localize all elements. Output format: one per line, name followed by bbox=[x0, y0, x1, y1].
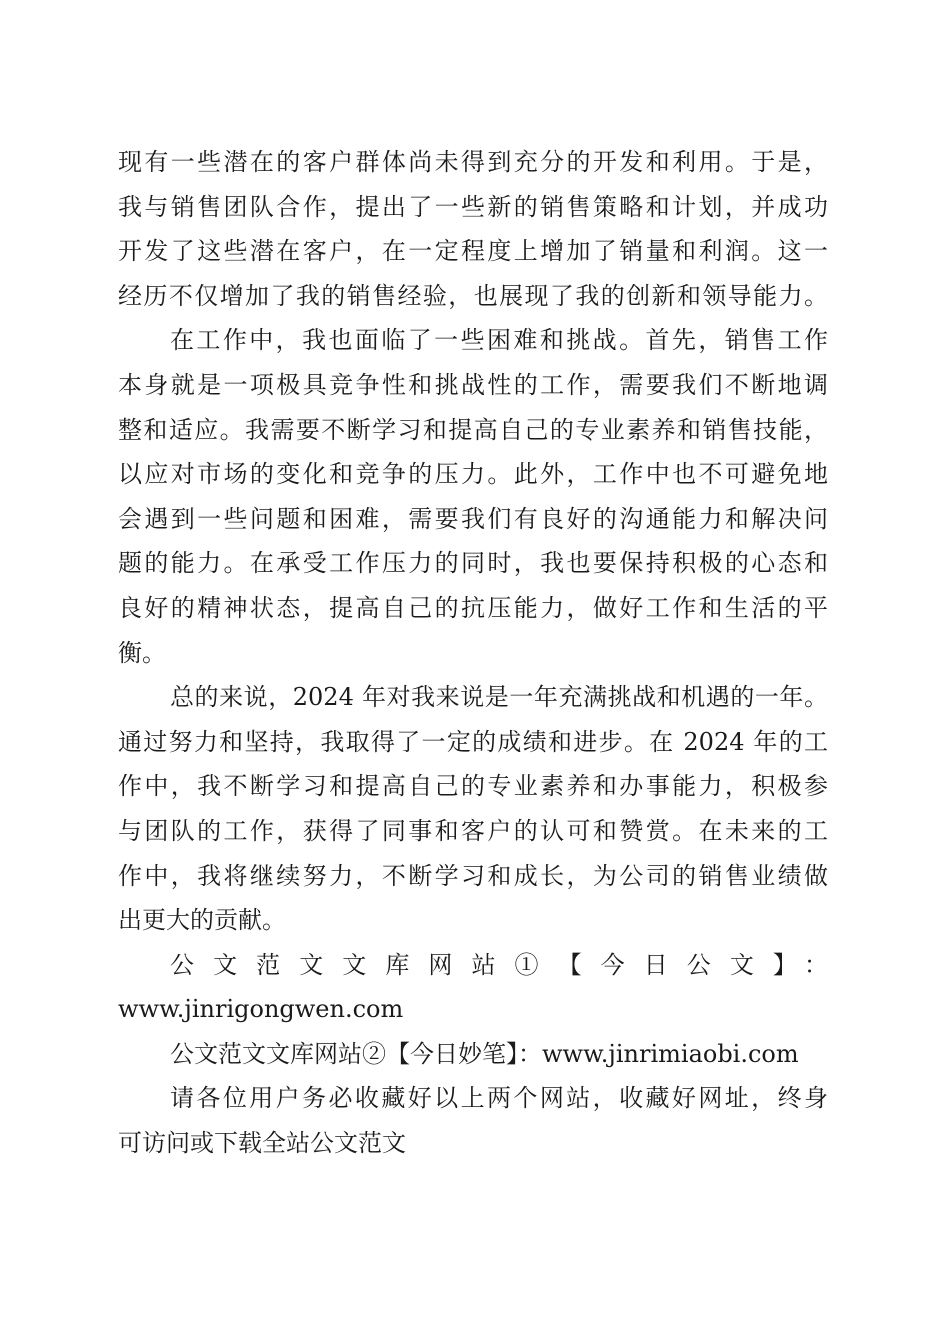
paragraph-1-line-4: 经历不仅增加了我的销售经验，也展现了我的创新和领导能力。 bbox=[118, 281, 828, 310]
paragraph-3-line-2: 通过努力和坚持，我取得了一定的成绩和进步。在 2024 年的工 bbox=[118, 727, 828, 756]
notice-line-1: 请各位用户务必收藏好以上两个网站，收藏好网址，终身 bbox=[170, 1084, 828, 1113]
paragraph-2-line-3: 整和适应。我需要不断学习和提高自己的专业素养和销售技能， bbox=[118, 415, 828, 444]
paragraph-1-line-3: 开发了这些潜在客户，在一定程度上增加了销量和利润。这一 bbox=[118, 237, 828, 266]
paragraph-2-line-4: 以应对市场的变化和竞争的压力。此外，工作中也不可避免地 bbox=[118, 460, 828, 489]
paragraph-2-line-7: 良好的精神状态，提高自己的抗压能力，做好工作和生活的平 bbox=[118, 593, 828, 622]
paragraph-1-line-2: 我与销售团队合作，提出了一些新的销售策略和计划，并成功 bbox=[118, 192, 828, 221]
paragraph-3-line-6: 出更大的贡献。 bbox=[118, 906, 286, 935]
website-1-label: 公文范文文库网站①【今日公文】： bbox=[170, 950, 828, 979]
notice-line-2: 可访问或下载全站公文范文 bbox=[118, 1129, 406, 1158]
paragraph-2-line-1: 在工作中，我也面临了一些困难和挑战。首先，销售工作 bbox=[170, 326, 828, 355]
paragraph-1-line-1: 现有一些潜在的客户群体尚未得到充分的开发和利用。于是， bbox=[118, 148, 828, 176]
website-2-line[interactable]: 公文范文文库网站②【今日妙笔】：www.jinrimiaobi.com bbox=[170, 1039, 799, 1068]
paragraph-3-line-4: 与团队的工作，获得了同事和客户的认可和赞赏。在未来的工 bbox=[118, 816, 828, 845]
paragraph-2-line-8: 衡。 bbox=[118, 638, 166, 667]
paragraph-3-line-3: 作中，我不断学习和提高自己的专业素养和办事能力，积极参 bbox=[118, 772, 828, 801]
paragraph-2-line-2: 本身就是一项极具竞争性和挑战性的工作，需要我们不断地调 bbox=[118, 370, 828, 399]
paragraph-2-line-5: 会遇到一些问题和困难，需要我们有良好的沟通能力和解决问 bbox=[118, 504, 828, 533]
website-1-url[interactable]: www.jinrigongwen.com bbox=[118, 995, 404, 1024]
paragraph-3-line-5: 作中，我将继续努力，不断学习和成长，为公司的销售业绩做 bbox=[118, 861, 828, 890]
document-body bbox=[118, 140, 828, 1166]
paragraph-2-line-6: 题的能力。在承受工作压力的同时，我也要保持积极的心态和 bbox=[118, 549, 828, 578]
paragraph-3-line-1: 总的来说，2024 年对我来说是一年充满挑战和机遇的一年。 bbox=[170, 683, 828, 712]
